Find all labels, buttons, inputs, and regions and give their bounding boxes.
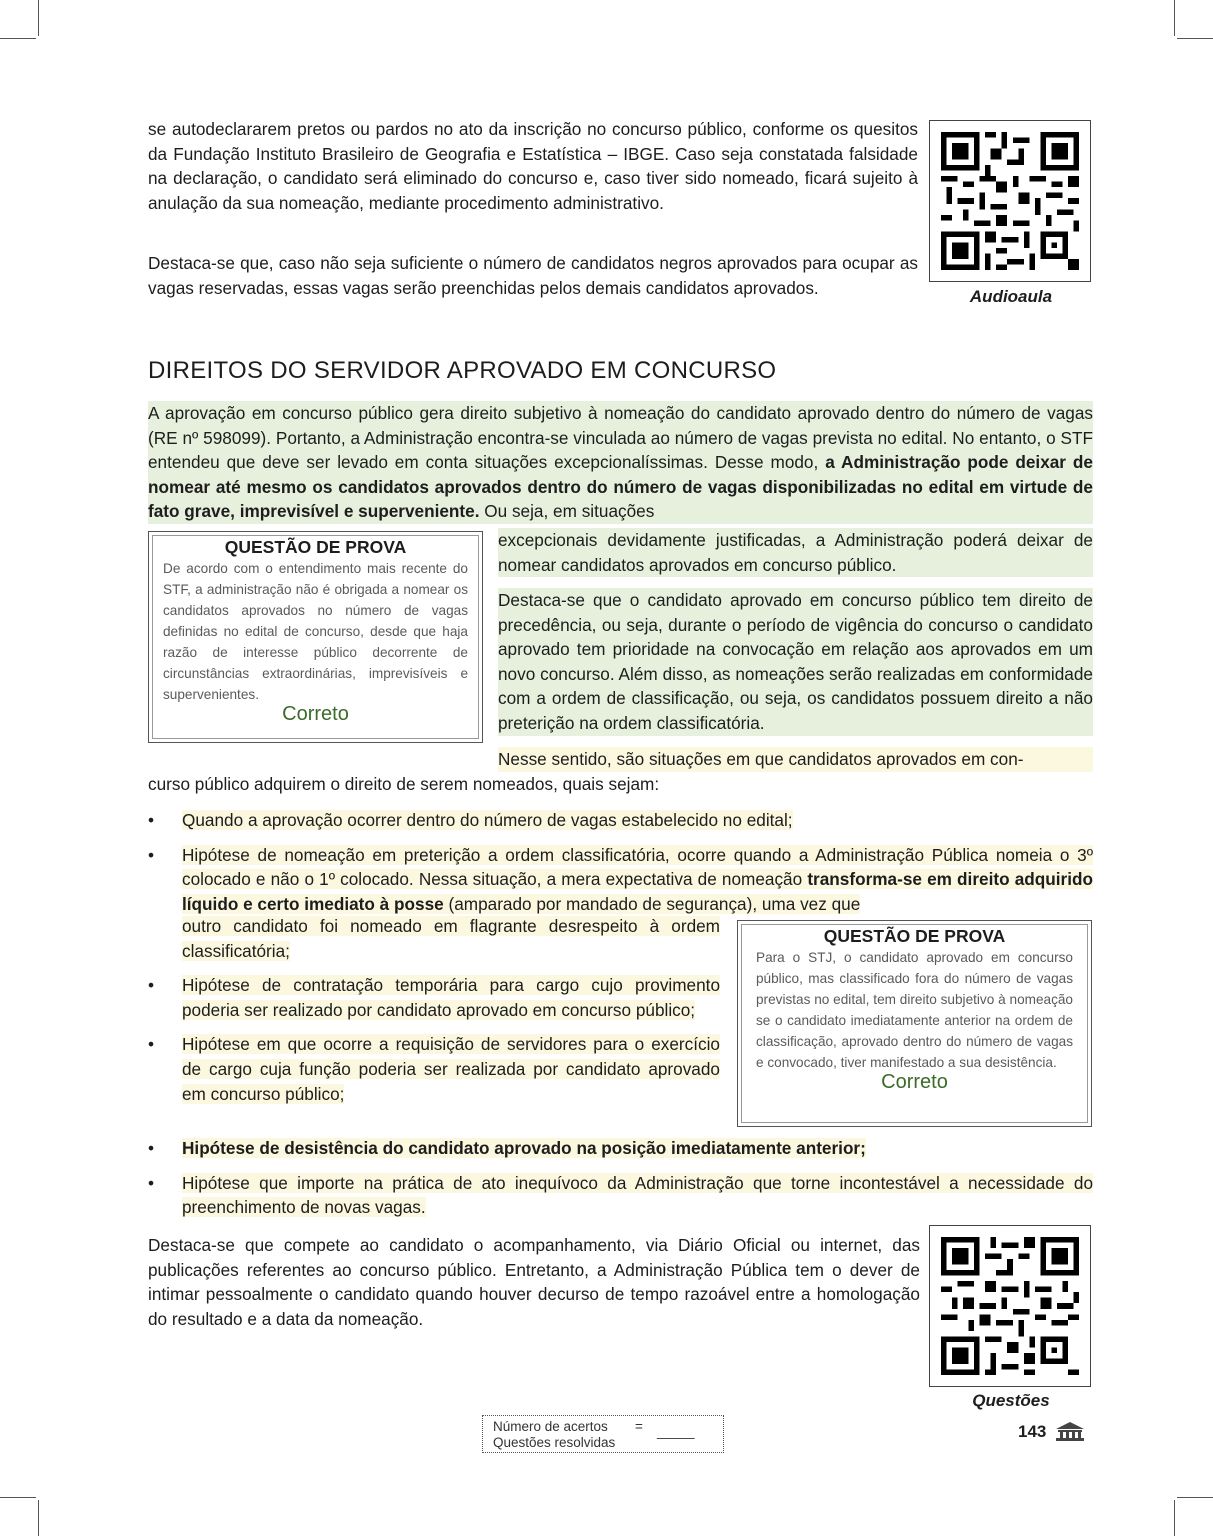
crop-mark [38,0,39,36]
page-number: 143 [1018,1422,1047,1441]
list-item-continued [148,914,720,963]
qr-code-audioaula[interactable] [929,120,1091,282]
section-paragraph-1-text: A aprovação em concurso público gera direito subjetivo à nomeação do candidato aprovado dentro do número de vagas (RE nº 598099). Portanto, a Administração encontra-se vinculada ao número de vagas prevista no edital. No entanto, o STF entendeu que deve ser levado em conta situações excepcionalíssimas. Desse modo, [148,403,1093,473]
qr-code-icon [930,1226,1090,1386]
list-item-text-part: Hipótese de nomeação em preterição a ordem classificatória, ocorre quando a Administração Pública nomeia o 3º colocado e não o 1º colocado. Nessa situação, a mera expectativa de nomeação [182,844,1093,890]
list-item-text-part: (amparado por mandado de segurança), uma vez que [443,893,861,914]
list-item [148,808,1093,833]
qr-caption-audioaula: Audioaula [969,287,1053,306]
section-paragraph-1-continued: excepcionais devidamente justificadas, a Administração poderá deixar de nomear candidatos aprovados em concurso público. [498,528,1093,577]
list-item-text: Hipótese em que ocorre a requisição de servidores para o exercício de cargo cuja função poderia ser realizada por candidato aprovado em concurso público; [182,1034,720,1104]
bullet-icon: • [148,1034,155,1055]
exam-question-answer: Correto [282,703,349,725]
crop-mark [0,38,36,39]
list-item [148,973,720,1022]
list-item-text: Quando a aprovação ocorrer dentro do número de vagas estabelecido no edital; [182,810,793,830]
intro-paragraph-1: se autodeclararem pretos ou pardos no ato da inscrição no concurso público, conforme os quesitos da Fundação Instituto Brasileiro de Geografia e Estatística – IBGE. Caso seja constatada falsidade na declaração, o candidato será eliminado do concurso e, caso tiver sido nomeado, ficará sujeito à anulação da sua nomeação, mediante procedimento administrativo. [148,119,918,213]
crop-mark [1177,38,1213,39]
exam-question-title: QUESTÃO DE PROVA [224,537,407,557]
exam-question-answer: Correto [881,1071,948,1093]
exam-question-title: QUESTÃO DE PROVA [823,926,1006,946]
list-item-text: Hipótese de contratação temporária para cargo cujo provimento poderia ser realizado por candidato aprovado em concurso público; [182,975,720,1020]
crop-mark [1174,0,1175,36]
qr-caption-questoes: Questões [972,1391,1050,1410]
exam-question-box-2 [737,920,1092,1127]
score-blank: _____ [657,1424,695,1439]
bullet-list-end [148,1136,1093,1230]
bullet-icon: • [148,1138,155,1158]
qr-code-questoes[interactable] [929,1225,1091,1387]
section-title: DIREITOS DO SERVIDOR APROVADO EM CONCURSO [148,357,777,384]
list-item-text: outro candidato foi nomeado em flagrante desrespeito à ordem classificatória; [182,916,720,961]
list-item-text: Hipótese que importe na prática de ato inequívoco da Administração que torne incontestável a necessidade do preenchimento de novas vagas. [182,1172,1093,1218]
qr-code-icon [930,121,1090,281]
section-paragraph-1-bold: a Administração pode deixar de nomear até mesmo os candidatos aprovados dentro do número de vagas disponibilizadas no edital em virtude de fato grave, imprevisível e superveniente. [148,452,1093,522]
crop-mark [0,1497,36,1498]
section-paragraph-3-line-1: Nesse sentido, são situações em que candidatos aprovados em con- [498,747,1093,772]
bullet-icon: • [148,810,155,830]
section-paragraph-3-line-2: curso público adquirem o direito de serem nomeados, quais sejam: [148,774,660,794]
crop-mark [1177,1497,1213,1498]
section-paragraph-2: Destaca-se que o candidato aprovado em concurso público tem direito de precedência, ou seja, durante o período de vigência do concurso o candidato aprovado tem prioridade na convocação em relação aos aprovados em um novo concurso. Além disso, as nomeações serão realizadas em conformidade com a ordem de classificação, ou seja, os candidatos possuem direito a não preterição na ordem classificatória. [498,588,1093,736]
score-equals: = [635,1419,643,1434]
list-item-text [182,845,1093,914]
score-label-correct: Número de acertos [493,1419,608,1434]
crop-mark [1174,1500,1175,1536]
intro-paragraph-2: Destaca-se que, caso não seja suficiente o número de candidatos negros aprovados para ocupar as vagas reservadas, essas vagas serão preenchidas pelos demais candidatos aprovados. [148,253,918,298]
temple-icon [1054,1420,1086,1442]
bullet-icon: • [148,975,155,996]
bullet-list [148,808,1093,916]
exam-question-text: Para o STJ, o candidato aprovado em concurso público, mas classificado fora do número de vagas previstas no edital, tem direito subjetivo à nomeação se o candidato imediatamente anterior na ordem de classificação, aprovado dentro do número de vagas e convocado, tiver manifestado a sua desistência. [756,950,1073,1070]
list-item [148,1032,720,1106]
bullet-icon: • [148,844,155,865]
exam-question-box-1 [148,531,483,743]
bullet-list-narrow [148,914,720,1116]
section-paragraph-1-tail: Ou seja, em situações [479,501,655,522]
bullet-icon: • [148,1172,155,1193]
score-label-resolved: Questões resolvidas [493,1435,616,1450]
list-item [148,843,1093,917]
crop-mark [38,1500,39,1536]
list-item-text: Hipótese de desistência do candidato aprovado na posição imediatamente anterior; [182,1138,866,1158]
list-item-bold: transforma-se em direito adquirido líquido e certo imediato à posse [182,869,1093,914]
closing-paragraph: Destaca-se que compete ao candidato o acompanhamento, via Diário Oficial ou internet, das publicações referentes ao concurso público. Entretanto, a Administração Pública tem o dever de intimar pessoalmente o candidato quando houver decurso de tempo razoável entre a homologação do resultado e a data da nomeação. [148,1235,920,1329]
list-item [148,1171,1093,1220]
list-item [148,1136,1093,1161]
exam-question-text: De acordo com o entendimento mais recente do STF, a administração não é obrigada a nomear os candidatos aprovados no número de vagas definidas no edital de concurso, desde que haja razão de interesse público decorrente de circunstâncias extraordinárias, imprevisíveis e supervenientes. [163,561,468,702]
section-paragraph-1 [148,401,1093,524]
score-box [482,1415,724,1453]
